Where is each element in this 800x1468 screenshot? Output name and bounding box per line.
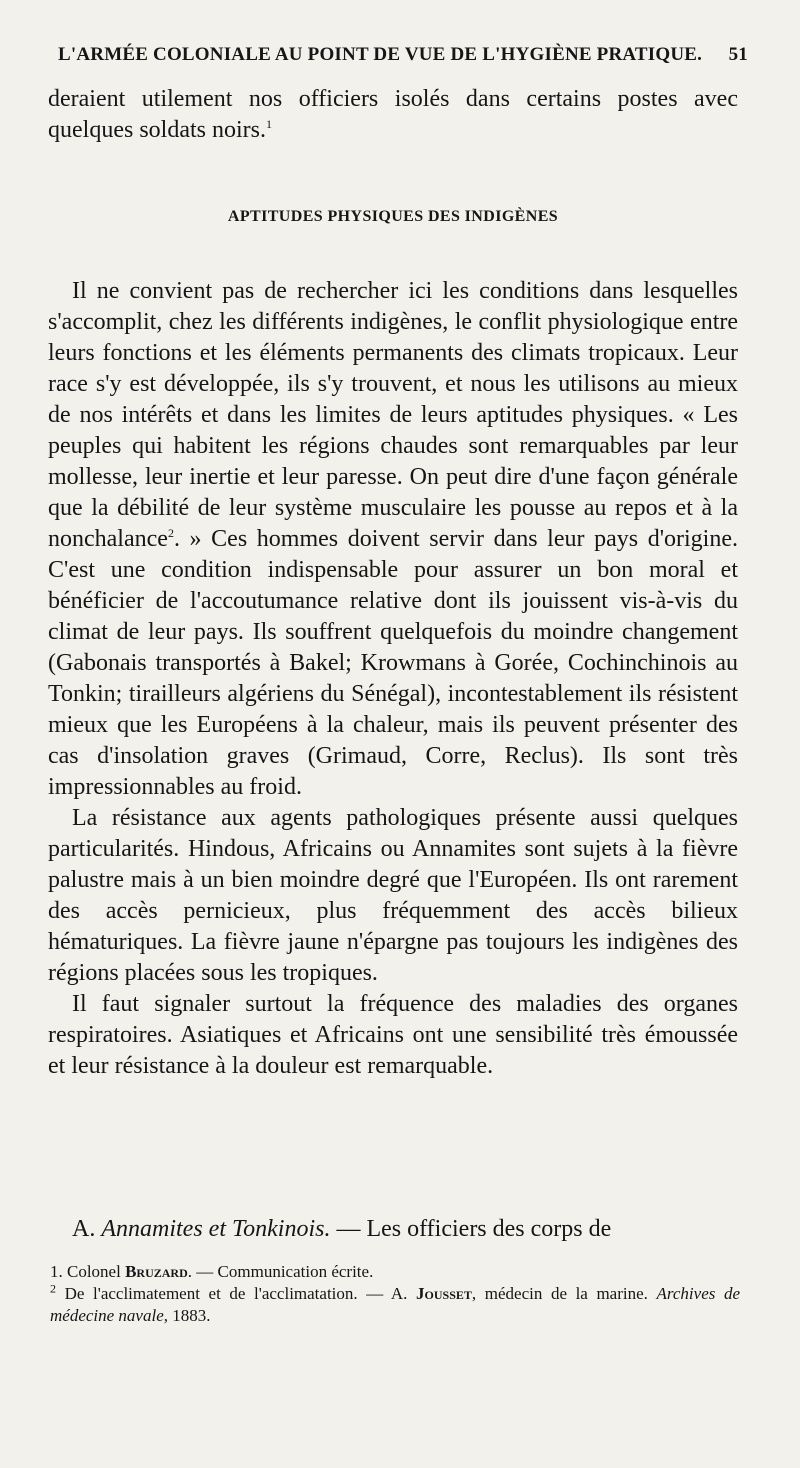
footnote-2	[40, 1283, 740, 1327]
footnote-2-name: Jousset	[416, 1284, 472, 1303]
footnote-1-name: Bruzard	[125, 1262, 188, 1281]
footnote-2-journal: Archives de médecine navale	[50, 1284, 741, 1325]
section-heading: APTITUDES PHYSIQUES DES INDIGÈNES	[227, 208, 559, 225]
footnote-ref-1: 1	[265, 117, 272, 131]
running-header	[58, 44, 748, 74]
footnote-2-text-2: , médecin de la marine.	[471, 1284, 648, 1303]
intro-paragraph	[48, 84, 738, 146]
paragraph-1-part-1: Il ne convient pas de rechercher ici les conditions dans lesquelles s'accomplit, chez les différents indigènes, le conflit physiologique entre leurs fonctions et les éléments permanents des climats tropicaux. Leur race s'y est développée, ils s'y trouvent, et nous les utilisons au mieux de nos intérêts et dans les limites de leurs aptitudes physiques. « Les peuples qui habitent les régions chaudes sont remarquables par leur mollesse, leur inertie et leur paresse. On peut dire d'une façon générale que la débilité de leur système musculaire les pousse au repos et à la nonchalance	[48, 278, 738, 552]
section-a-label: A.	[72, 1216, 96, 1242]
running-title: L'ARMÉE COLONIALE AU POINT DE VUE DE L'HYGIÈNE PRATIQUE.	[58, 44, 703, 65]
intro-text: deraient utilement nos officiers isolés dans certains postes avec quelques soldats noirs.	[48, 86, 738, 143]
section-a-line	[48, 1214, 738, 1245]
paragraph-1	[48, 276, 738, 803]
paragraph-1-part-2: . » Ces hommes doivent servir dans leur pays d'origine. C'est une condition indispensable pour assurer un bon moral et bénéficier de l'accoutumance relative dont ils jouissent vis-à-vis du climat de leur pays. Ils souffrent quelquefois du moindre changement (Gabonais transportés à Bakel; Krowmans à Gorée, Cochinchinois au Tonkin; tirailleurs algériens du Sénégal), incontestablement ils résistent mieux que les Européens à la chaleur, mais ils peuvent présenter des cas d'insolation graves (Grimaud, Corre, Reclus). Ils sont très impressionnables au froid.	[48, 526, 738, 800]
footnote-1-number: 1.	[50, 1262, 63, 1281]
section-a-title: Annamites et Tonkinois.	[101, 1216, 331, 1242]
footnote-2-text-1: De l'acclimatement et de l'acclimatation. — A.	[64, 1284, 408, 1303]
page-number: 51	[728, 44, 748, 65]
footnotes	[40, 1261, 740, 1327]
paragraph-2: La résistance aux agents pathologiques présente aussi quelques particularités. Hindous, Africains ou Annamites sont sujets à la fièvre palustre mais à un bien moindre degré que l'Européen. Ils ont rarement des accès pernicieux, plus fréquemment des accès bilieux hématuriques. La fièvre jaune n'épargne pas toujours les indigènes des régions placées sous les tropiques.	[48, 805, 738, 986]
section-a-text: — Les officiers des corps de	[330, 1216, 612, 1242]
footnote-1	[40, 1261, 740, 1283]
footnote-2-year: , 1883.	[163, 1306, 211, 1325]
paragraph-3: Il faut signaler surtout la fréquence des maladies des organes respiratoires. Asiatiques et Africains ont une sensibilité très émoussée et leur résistance à la douleur est remarquable.	[48, 991, 738, 1079]
footnote-1-pre: Colonel	[67, 1262, 121, 1281]
footnote-1-post: . — Communication écrite.	[187, 1262, 374, 1281]
footnote-2-number: 2	[50, 1281, 56, 1296]
footnote-ref-2: 2	[167, 526, 174, 540]
body-text	[48, 276, 738, 1082]
